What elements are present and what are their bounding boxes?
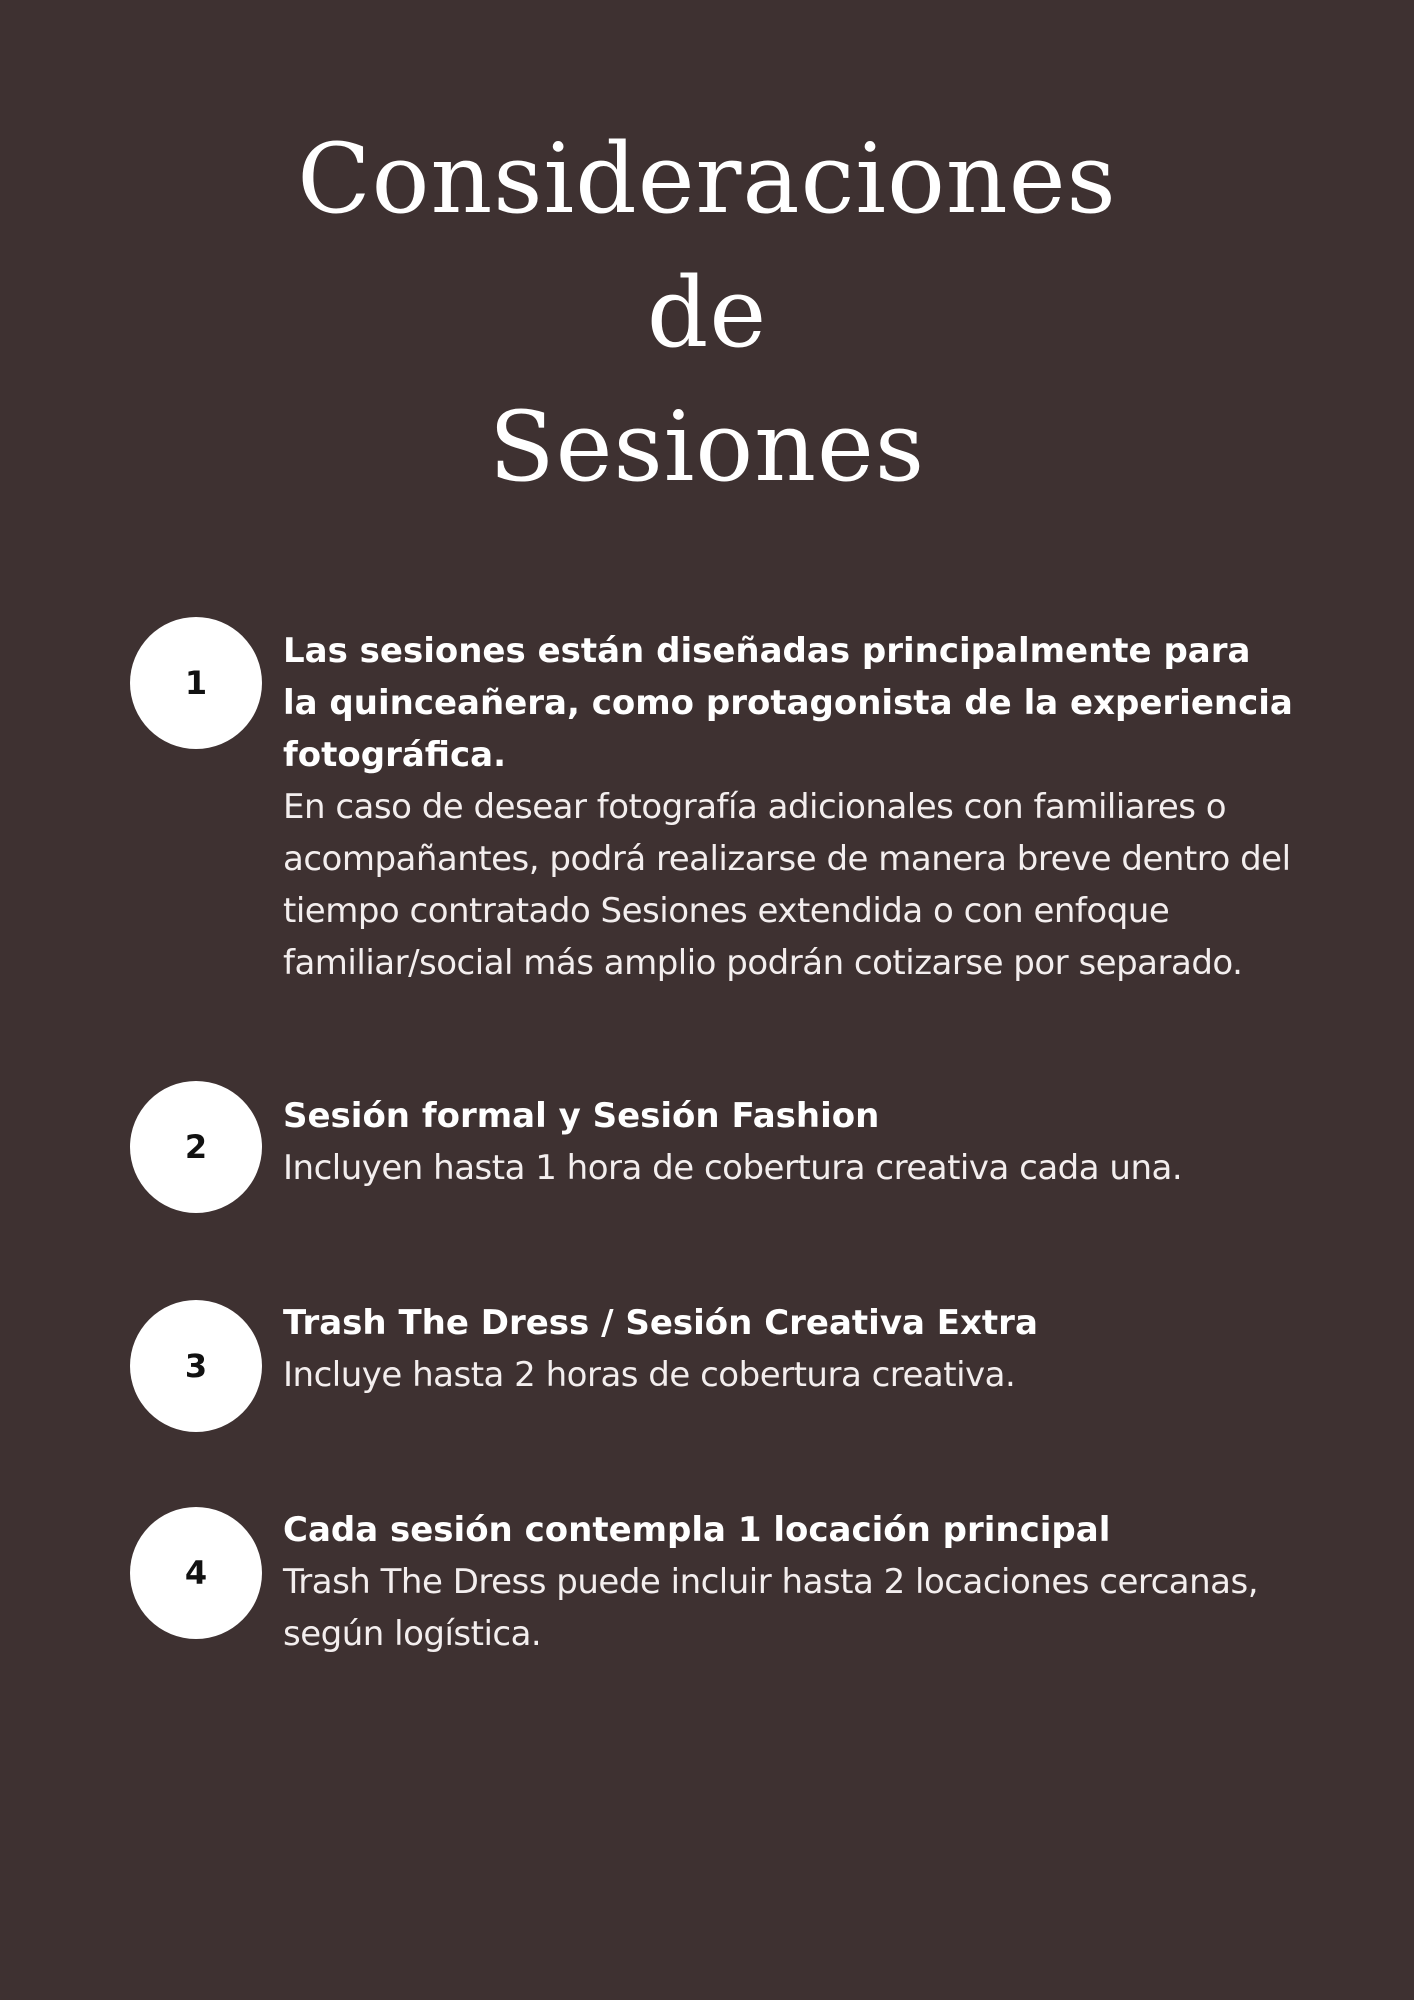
number-badge-3 [130, 1300, 262, 1432]
consideration-heading: Sesión formal y Sesión Fashion [283, 1096, 880, 1136]
number-badge-label: 4 [184, 1554, 208, 1592]
title-line-2: de [646, 257, 768, 369]
number-badge-4 [130, 1507, 262, 1639]
consideration-text-1 [283, 625, 1293, 989]
consideration-body: En caso de desear fotografía adicionales con familiares o acompañantes, podrá realizarse de manera breve dentro del tiempo contratado Sesiones extendida o con enfoque familiar/social más amplio podrán cotizarse por separado. [283, 787, 1291, 983]
consideration-body: Trash The Dress puede incluir hasta 2 locaciones cercanas, según logística. [283, 1562, 1259, 1654]
page-title [0, 112, 1414, 514]
consideration-body: Incluye hasta 2 horas de cobertura creativa. [283, 1355, 1016, 1395]
number-badge-label: 3 [184, 1347, 208, 1385]
number-badge-1 [130, 617, 262, 749]
consideration-heading: Trash The Dress / Sesión Creativa Extra [283, 1303, 1038, 1343]
consideration-heading: Cada sesión contempla 1 locación principal [283, 1510, 1111, 1550]
title-line-1: Consideraciones [297, 123, 1117, 235]
consideration-text-4 [283, 1504, 1293, 1660]
consideration-heading: Las sesiones están diseñadas principalmente para la quinceañera, como protagonista de la experiencia fotográfica. [283, 631, 1293, 775]
number-badge-label: 2 [184, 1128, 208, 1166]
title-line-3: Sesiones [488, 391, 926, 503]
consideration-text-2 [283, 1090, 1293, 1194]
number-badge-2 [130, 1081, 262, 1213]
consideration-text-3 [283, 1297, 1293, 1401]
consideration-body: Incluyen hasta 1 hora de cobertura creativa cada una. [283, 1148, 1183, 1188]
number-badge-label: 1 [184, 664, 208, 702]
